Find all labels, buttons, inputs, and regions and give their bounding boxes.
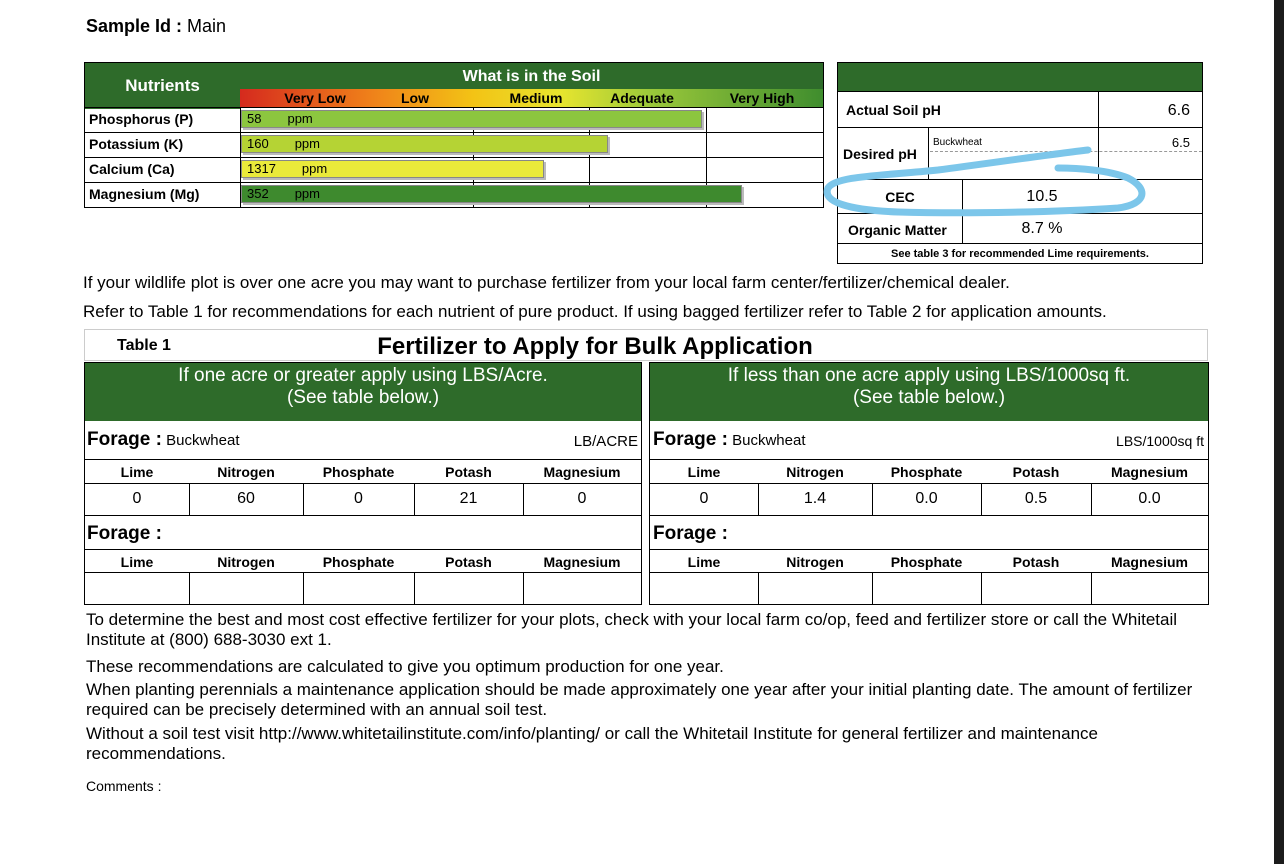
right2-col-magnesium: Magnesium	[1110, 554, 1188, 570]
note-cost-effective: To determine the best and most cost effective fertilizer for your plots, check with your local farm co/op, feed and fertilizer store or call the Whitetail Institute at (800) 688-3030 ext 1.	[86, 610, 1178, 649]
level-very-high: Very High	[729, 90, 795, 106]
right-forage-label: Forage :	[653, 429, 728, 450]
left-value-potash: 21	[459, 490, 478, 507]
nutrient-bar-magnesium: 352 ppm	[241, 185, 742, 203]
note-one-year: These recommendations are calculated to give you optimum production for one year.	[86, 657, 724, 676]
right-forage-crop: Buckwheat	[732, 432, 806, 449]
left-forage2-label: Forage :	[87, 523, 162, 544]
cec-label: CEC	[885, 189, 915, 205]
note-no-soil-test: Without a soil test visit http://www.whitetailinstitute.com/info/planting/ or call the Whitetail Institute for general fertilizer and maintenance recommendations.	[86, 724, 1098, 763]
actual-ph-value: 6.6	[1167, 102, 1190, 119]
left-value-nitrogen: 60	[237, 490, 255, 507]
intro-line-1: If your wildlife plot is over one acre you may want to purchase fertilizer from your local farm center/fertilizer/chemical dealer.	[83, 273, 1010, 292]
nutrient-name-magnesium: Magnesium (Mg)	[89, 186, 200, 202]
right-value-lime: 0	[699, 490, 709, 507]
lbs-per-1000sqft-header-line2: (See table below.)	[852, 387, 1006, 408]
lbs-per-1000sqft-table	[649, 362, 1209, 605]
table1-title: Fertilizer to Apply for Bulk Application	[377, 333, 813, 360]
right-value-magnesium: 0.0	[1138, 490, 1161, 507]
level-low: Low	[401, 90, 429, 106]
intro-line-2: Refer to Table 1 for recommendations for each nutrient of pure product. If using bagged fertilizer refer to Table 2 for application amounts.	[83, 302, 1107, 321]
left-col-phosphate: Phosphate	[322, 464, 395, 480]
nutrient-bar-potassium: 160 ppm	[241, 135, 608, 153]
lbs-per-1000sqft-header	[650, 363, 1208, 421]
left-col-nitrogen: Nitrogen	[217, 464, 275, 480]
level-very-low: Very Low	[284, 90, 346, 106]
right2-col-phosphate: Phosphate	[890, 554, 963, 570]
lbs-per-acre-table	[84, 362, 642, 605]
desired-ph-value: 6.5	[1171, 135, 1190, 150]
right-col-nitrogen: Nitrogen	[786, 464, 844, 480]
table1-title-bar	[84, 329, 1208, 361]
right-col-lime: Lime	[687, 464, 721, 480]
organic-matter-value: 8.7 %	[1021, 220, 1063, 237]
cec-value: 10.5	[1026, 188, 1058, 205]
left-value-magnesium: 0	[577, 490, 587, 507]
organic-matter-label: Organic Matter	[848, 222, 947, 238]
right-value-potash: 0.5	[1024, 490, 1048, 507]
table1-label: Table 1	[117, 337, 171, 354]
right2-col-lime: Lime	[687, 554, 721, 570]
left-forage-label: Forage :	[87, 429, 162, 450]
sample-id	[86, 16, 226, 37]
nutrient-name-calcium: Calcium (Ca)	[89, 161, 175, 177]
level-adequate: Adequate	[610, 90, 674, 106]
actual-ph-label: Actual Soil pH	[846, 102, 941, 118]
left-value-phosphate: 0	[354, 490, 363, 507]
left2-col-lime: Lime	[120, 554, 154, 570]
right-value-nitrogen: 1.4	[803, 490, 827, 507]
left-col-potash: Potash	[445, 464, 492, 480]
ph-table-header	[838, 63, 1202, 91]
comments-label: Comments :	[86, 778, 162, 794]
left2-col-nitrogen: Nitrogen	[217, 554, 275, 570]
notes-block	[86, 610, 1201, 764]
right-value-phosphate: 0.0	[915, 490, 938, 507]
sample-id-label: Sample Id :	[86, 16, 183, 36]
note-perennials: When planting perennials a maintenance application should be made approximately one year after your initial planting date. The amount of fertilizer required can be precisely determined with an annual soil test.	[86, 680, 1193, 719]
left2-col-potash: Potash	[445, 554, 492, 570]
desired-ph-label: Desired pH	[843, 146, 917, 162]
left-col-lime: Lime	[120, 464, 154, 480]
lbs-per-acre-header-line1: If one acre or greater apply using LBS/Acre.	[178, 365, 548, 386]
right-unit: LBS/1000sq ft	[1116, 433, 1204, 449]
lbs-per-acre-header	[85, 363, 641, 421]
soil-chart-title: What is in the Soil	[240, 63, 823, 89]
right-forage-row	[653, 429, 806, 451]
right-col-potash: Potash	[1012, 464, 1060, 480]
nutrient-name-potassium: Potassium (K)	[89, 136, 184, 152]
lime-note: See table 3 for recommended Lime requirements.	[891, 248, 1149, 260]
right-col-phosphate: Phosphate	[890, 464, 963, 480]
nutrients-header: Nutrients	[85, 63, 240, 109]
highlight-annotation-scribble	[818, 140, 1158, 220]
right-forage2-label: Forage :	[653, 523, 728, 544]
left-forage-crop: Buckwheat	[166, 432, 240, 449]
right-col-magnesium: Magnesium	[1110, 464, 1188, 480]
left-unit: LB/ACRE	[573, 433, 638, 450]
level-medium: Medium	[509, 90, 563, 106]
lbs-per-1000sqft-header-line1: If less than one acre apply using LBS/1000sq ft.	[727, 365, 1131, 386]
left-col-magnesium: Magnesium	[543, 464, 621, 480]
nutrient-bar-phosphorus: 58 ppm	[241, 110, 702, 128]
desired-ph-crop: Buckwheat	[933, 137, 982, 148]
left2-col-phosphate: Phosphate	[322, 554, 395, 570]
left-forage-row	[87, 429, 240, 451]
left2-col-magnesium: Magnesium	[543, 554, 621, 570]
soil-nutrient-table	[84, 62, 824, 208]
nutrient-bar-calcium: 1317 ppm	[241, 160, 544, 178]
lbs-per-acre-header-line2: (See table below.)	[286, 387, 440, 408]
nutrient-name-phosphorus: Phosphorus (P)	[89, 111, 194, 127]
right2-col-potash: Potash	[1012, 554, 1060, 570]
left-value-lime: 0	[132, 490, 142, 507]
sample-id-value: Main	[187, 16, 227, 36]
right2-col-nitrogen: Nitrogen	[786, 554, 844, 570]
